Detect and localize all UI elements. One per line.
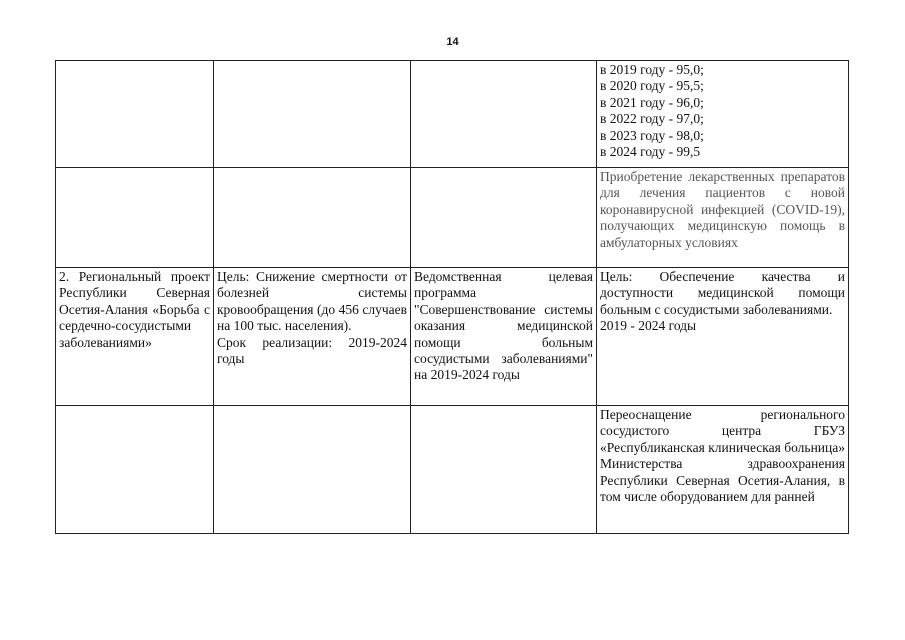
program-name: Ведомственная целевая программа "Совершенствование системы оказания медицинской помощи больным сосудистыми заболеваниями" на 2019-2024 годы <box>411 268 597 406</box>
table-cell <box>411 406 597 534</box>
indicator-line: в 2023 году - 98,0; <box>600 127 704 143</box>
table-row <box>56 406 849 534</box>
indicator-line: в 2019 году - 95,0; <box>600 62 704 77</box>
table-cell <box>214 168 411 268</box>
table-cell <box>214 61 411 168</box>
project-goal: Цель: Снижение смертности от болезней системы кровообращения (до 456 случаев на 100 тыс. населения). <box>217 269 407 334</box>
indicator-line: в 2021 году - 96,0; <box>600 94 704 110</box>
table-row <box>56 168 849 268</box>
measure-text: Переоснащение регионального сосудистого центра ГБУЗ «Республиканская клиническая больница» Министерства здравоохранения Республики Северная Осетия-Алания, в том числе оборудованием для ранней <box>597 406 849 534</box>
indicator-line: в 2020 году - 95,5; <box>600 78 704 94</box>
indicator-line: в 2022 году - 97,0; <box>600 111 704 127</box>
program-table <box>55 60 849 534</box>
measure-text: Приобретение лекарственных препаратов для лечения пациентов с новой коронавирусной инфекцией (COVID-19), получающих медицинскую помощь в амбулаторных условиях <box>597 168 849 268</box>
table-row <box>56 61 849 168</box>
table-cell <box>411 61 597 168</box>
project-name: 2. Региональный проект Республики Северная Осетия-Алания «Борьба с сердечно-сосудистыми заболеваниями» <box>56 268 214 406</box>
table-cell <box>597 61 849 168</box>
program-term: 2019 - 2024 годы <box>600 318 697 334</box>
table-row <box>56 268 849 406</box>
table-cell <box>214 406 411 534</box>
table-cell <box>597 268 849 406</box>
table-cell <box>56 168 214 268</box>
program-goal: Цель: Обеспечение качества и доступности медицинской помощи больным с сосудистыми заболеваниями. <box>600 269 845 317</box>
table-cell <box>56 61 214 168</box>
project-term: Срок реализации: 2019-2024 годы <box>217 334 407 367</box>
page-number: 14 <box>446 36 459 48</box>
table-cell <box>411 168 597 268</box>
table-cell <box>56 406 214 534</box>
table-cell <box>214 268 411 406</box>
indicator-line: в 2024 году - 99,5 <box>600 144 701 160</box>
